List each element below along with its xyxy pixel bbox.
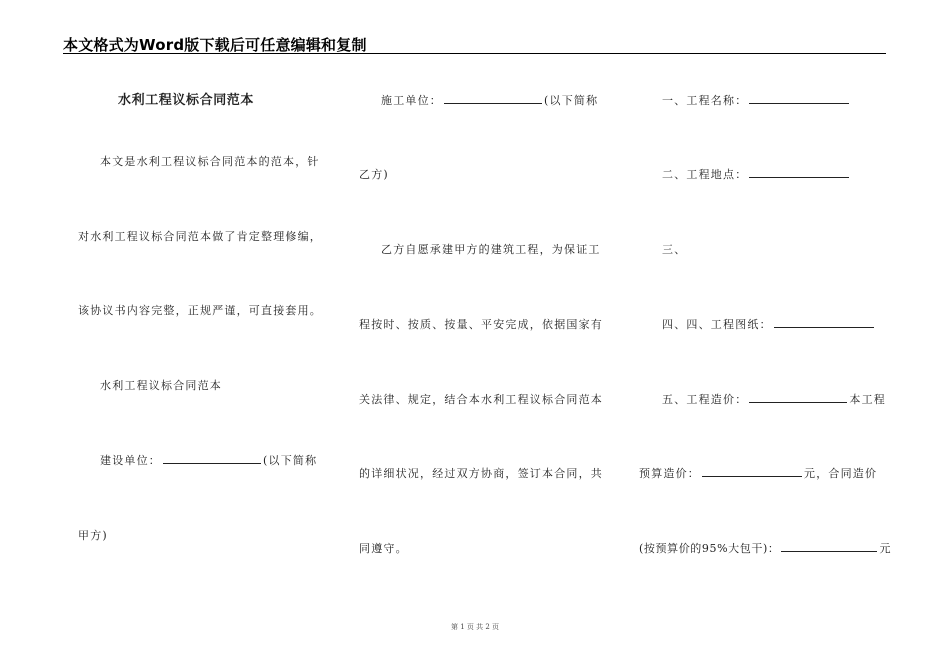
project-cost-line (662, 393, 886, 407)
contractor-unit-line (381, 94, 598, 108)
client-unit-blank (163, 454, 261, 464)
project-location-blank (749, 168, 849, 178)
page-number: 第 1 页 共 2 页 (450, 623, 500, 631)
project-cost-blank (749, 393, 847, 403)
project-name-label: 一、工程名称： (662, 94, 748, 107)
budget-cost-line (639, 467, 877, 481)
col1-paragraph-line: 甲方) (78, 529, 108, 542)
client-unit-label: 建设单位： (100, 454, 161, 467)
col1-subtitle: 水利工程议标合同范本 (100, 379, 222, 392)
contract-price-suffix: 元 (879, 542, 892, 555)
document-title: 水利工程议标合同范本 (118, 93, 255, 108)
col2-paragraph-line: 乙方) (359, 168, 389, 181)
contractor-unit-label: 施工单位： (381, 94, 442, 107)
project-cost-suffix: 本工程 (849, 393, 887, 406)
client-unit-suffix: (以下简称 (263, 454, 318, 467)
contractor-unit-suffix: (以下简称 (544, 94, 599, 107)
col2-paragraph-line: 同遵守。 (359, 542, 408, 555)
project-name-line (662, 94, 851, 108)
budget-cost-label: 预算造价： (639, 467, 700, 480)
col2-paragraph-line: 乙方自愿承建甲方的建筑工程，为保证工 (381, 243, 601, 256)
budget-cost-blank (702, 467, 802, 477)
col1-paragraph-line: 该协议书内容完整，正规严谨，可直接套用。 (78, 304, 322, 317)
project-name-blank (749, 94, 849, 104)
item-three-line: 三、 (662, 243, 687, 256)
col2-paragraph-line: 程按时、按质、按量、平安完成，依据国家有 (359, 318, 603, 331)
project-drawings-line (662, 318, 876, 332)
project-location-line (662, 168, 851, 182)
contract-price-label: (按预算价的95%大包干)： (639, 542, 780, 555)
project-drawings-label: 四、四、工程图纸： (662, 318, 772, 331)
contract-price-blank (781, 542, 877, 552)
budget-cost-suffix: 元，合同造价 (804, 467, 878, 480)
col2-paragraph-line: 的详细状况，经过双方协商，签订本合同，共 (359, 467, 603, 480)
header-rule (63, 53, 886, 54)
col1-paragraph-line: 对水利工程议标合同范本做了肯定整理修编， (78, 230, 322, 243)
client-unit-line (100, 454, 317, 468)
document-header: 本文格式为Word版下载后可任意编辑和复制 (63, 36, 367, 54)
project-cost-label: 五、工程造价： (662, 393, 748, 406)
col2-paragraph-line: 关法律、规定，结合本水利工程议标合同范本 (359, 393, 603, 406)
col1-paragraph-line: 本文是水利工程议标合同范本的范本，针 (100, 155, 320, 168)
project-drawings-blank (774, 318, 874, 328)
contractor-unit-blank (444, 94, 542, 104)
project-location-label: 二、工程地点： (662, 168, 748, 181)
contract-price-line (639, 542, 891, 556)
